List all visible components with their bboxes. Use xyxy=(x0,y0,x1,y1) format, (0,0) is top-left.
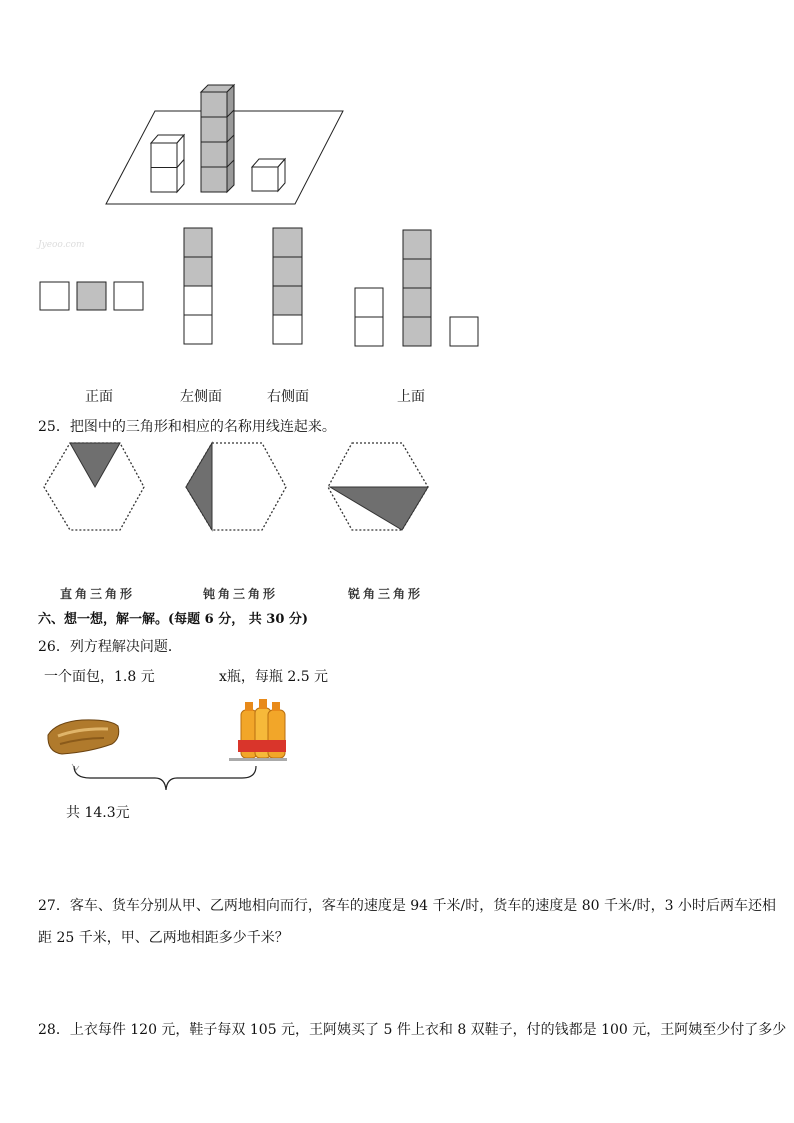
bottle-label: x瓶，每瓶 2.5 元 xyxy=(219,669,329,685)
bread-label: 一个面包，1.8 元 xyxy=(44,669,155,685)
q27-line1: 27．客车、货车分别从甲、乙两地相向而行，客车的速度是 94 千米/时，货车的速度是 80 千米/时，3 小时后两车还相 xyxy=(38,898,777,914)
right-view-label: 右侧面 xyxy=(267,389,309,405)
section6-title: 六、想一想，解一解。(每题 6 分， 共 30 分) xyxy=(38,612,309,627)
q25-text: 25．把图中的三角形和相应的名称用线连起来。 xyxy=(38,419,336,435)
q28-line1: 28．上衣每件 120 元，鞋子每双 105 元，王阿姨买了 5 件上衣和 8 双鞋子，付的钱都是 100 元，王阿姨至少付了多少 xyxy=(38,1022,787,1038)
obtuse-triangle-label: 钝角三角形 xyxy=(203,587,279,601)
q27-line2: 距 25 千米，甲、乙两地相距多少千米？ xyxy=(38,930,289,946)
left-view-label: 左侧面 xyxy=(180,389,222,405)
juice-bottles-illustration xyxy=(229,699,287,761)
acute-triangle-label: 锐角三角形 xyxy=(348,587,424,601)
top-view-label: 上面 xyxy=(397,389,425,405)
watermark: Jyeoo.com xyxy=(38,240,85,250)
front-view-label: 正面 xyxy=(85,389,113,405)
bread-illustration xyxy=(48,720,119,770)
q26-text: 26．列方程解决问题． xyxy=(38,639,182,655)
total-brace xyxy=(74,766,256,790)
right-triangle-label: 直角三角形 xyxy=(60,587,136,601)
total-label: 共 14.3元 xyxy=(66,805,130,821)
